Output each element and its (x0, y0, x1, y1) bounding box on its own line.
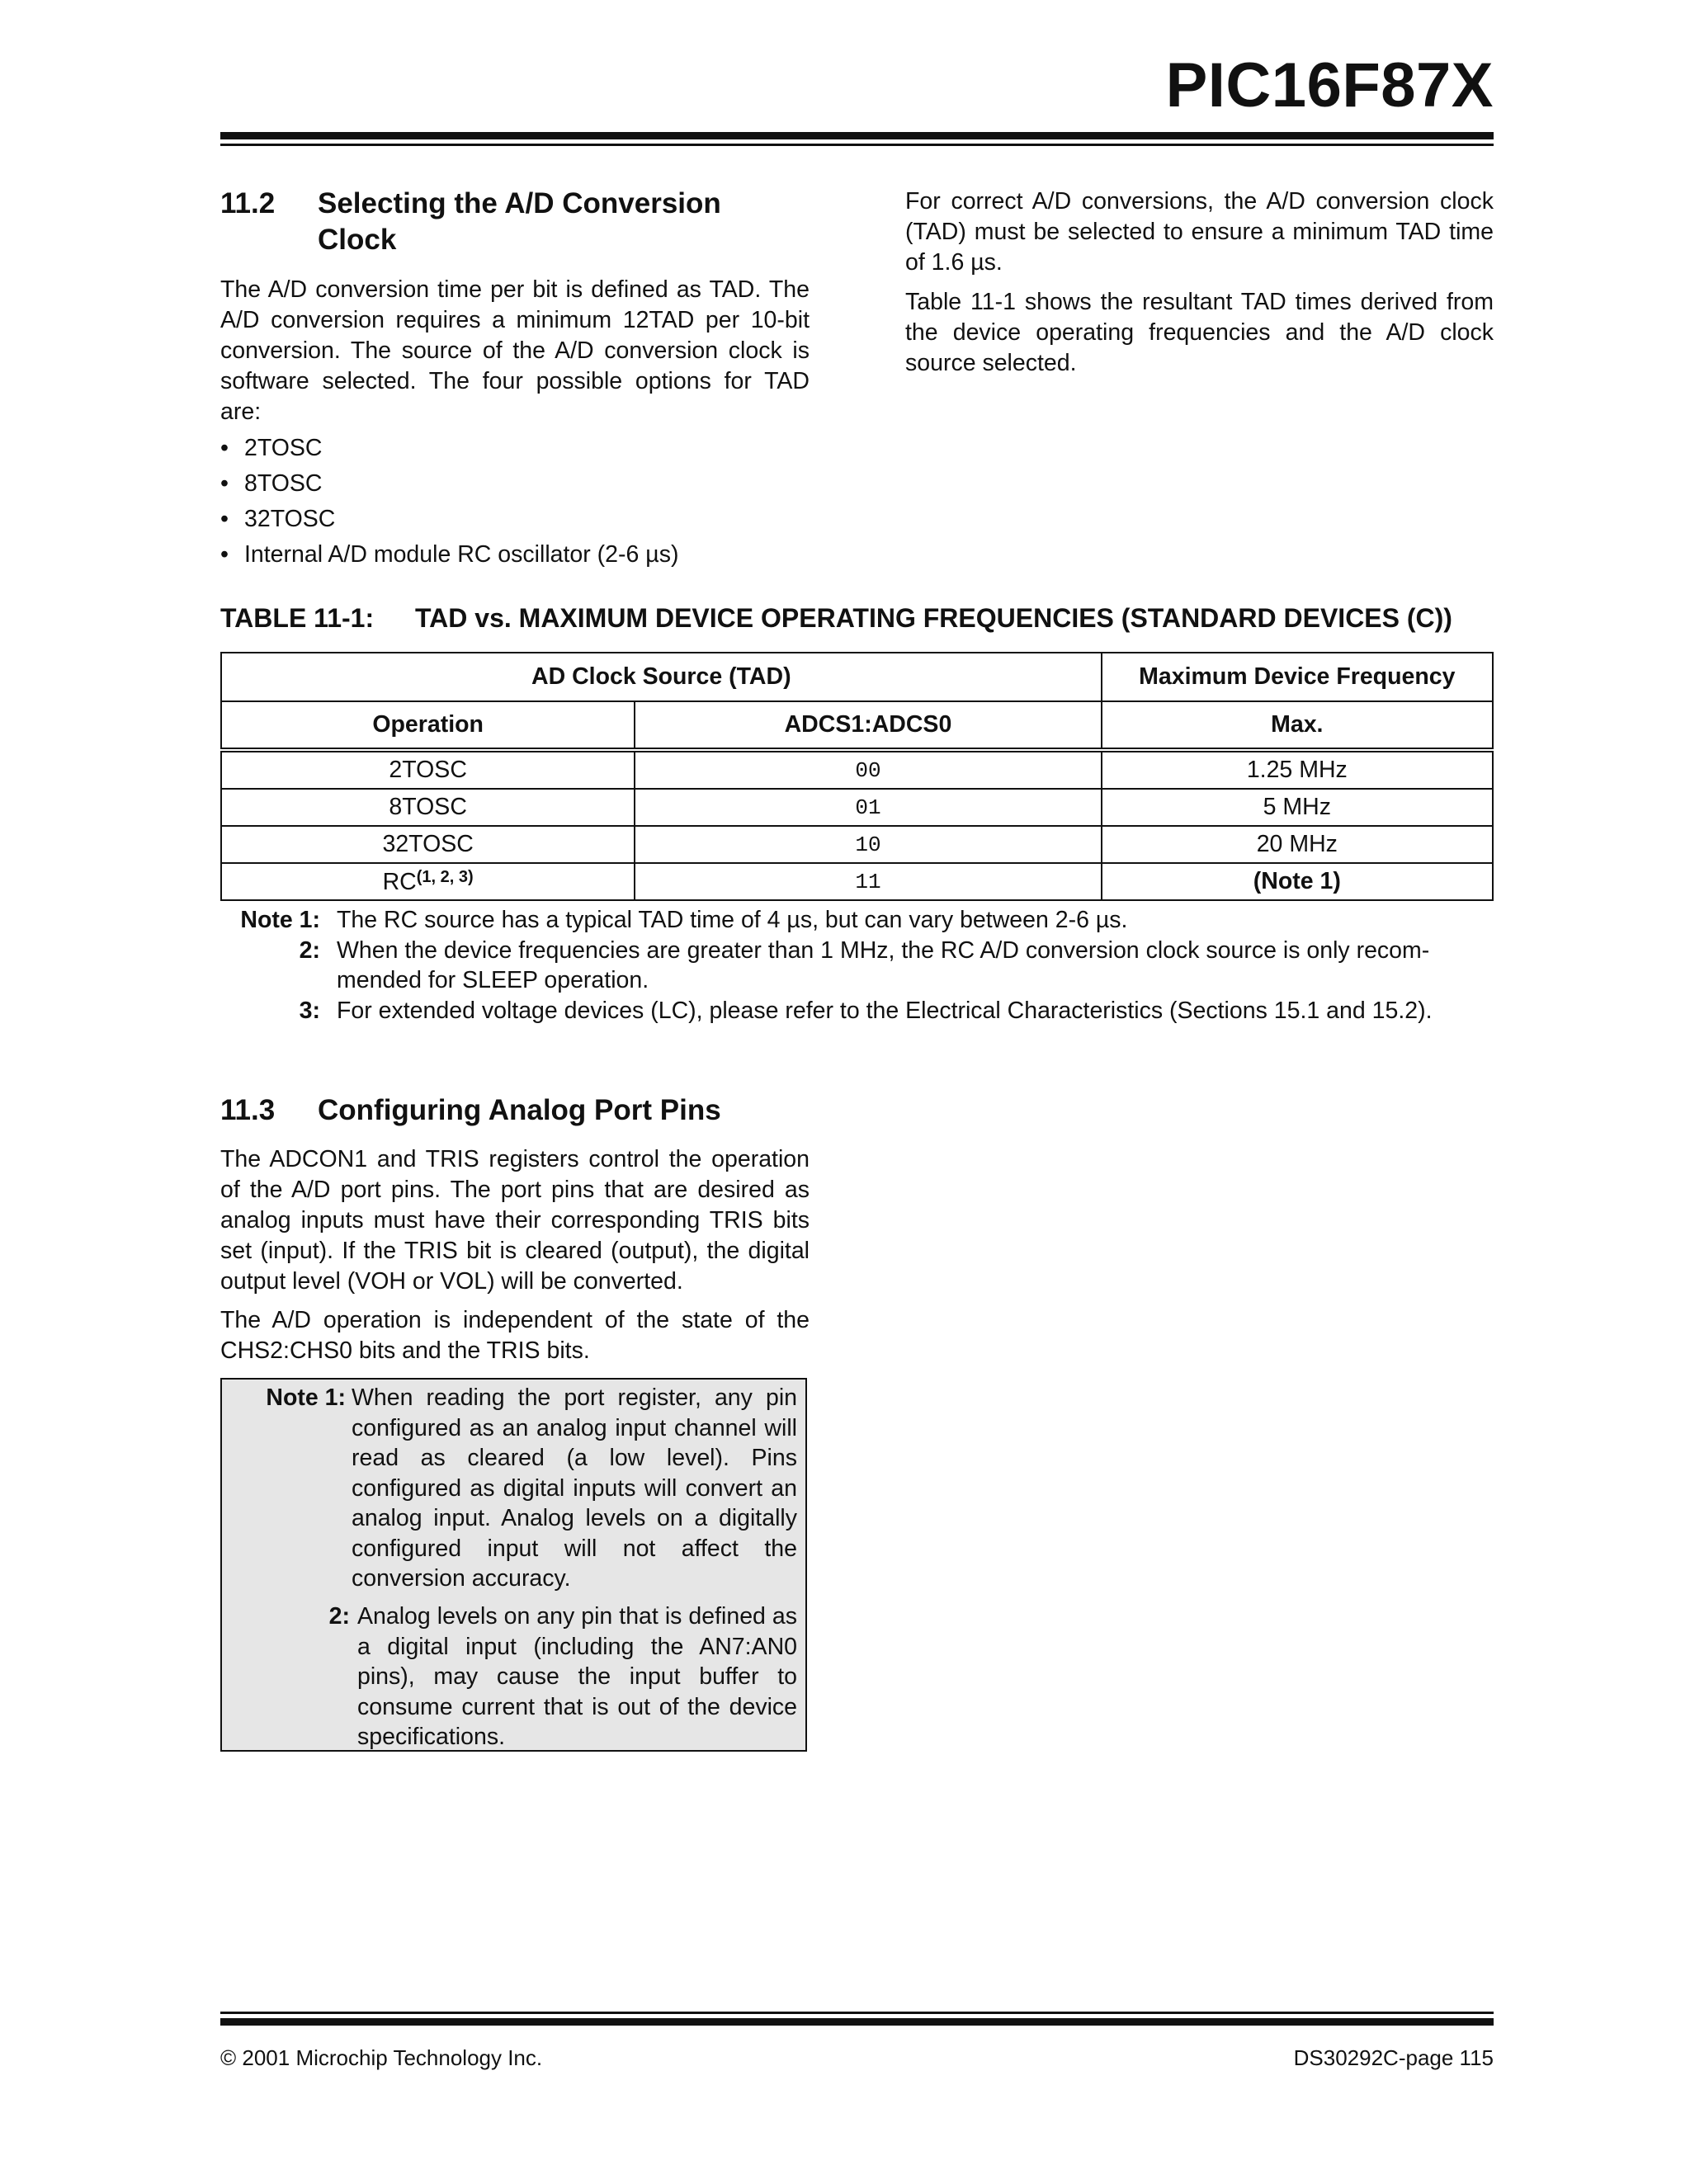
clock-option-list (220, 433, 678, 575)
footer-page-ref: DS30292C-page 115 (1293, 2045, 1494, 2070)
note-text: When reading the port register, any pin configured as an analog input channel will read as cleared (a low level). Pins configured as digital inputs will convert an analog input. Analog levels on a digitally configured input will not affect the conversion accuracy. (352, 1384, 797, 1592)
footnote-refs: (1, 2, 3) (416, 867, 474, 886)
table-group-header-row (221, 653, 1493, 701)
cell-operation: 2TOSC (221, 750, 635, 789)
cell-operation: 8TOSC (221, 789, 635, 826)
cell-operation: RC$^{(1, 2, 3)}$ (221, 863, 635, 900)
section-title-line2: Clock (318, 224, 397, 256)
note-text: When the device frequencies are greater than 1 MHz, the RC A/D conversion clock source is only recom- (337, 936, 1430, 964)
footer-rule-thin (220, 2012, 1494, 2014)
footer-copyright: © 2001 Microchip Technology Inc. (220, 2045, 543, 2070)
list-item: • 2TOSC (220, 433, 678, 469)
cell-max: 20 MHz (1102, 826, 1493, 863)
table-label: TABLE 11-1: (220, 603, 375, 633)
header-clock-source: AD Clock Source (TAD) (221, 653, 1102, 701)
section-title: Configuring Analog Port Pins (318, 1094, 721, 1126)
header-adcs: ADCS1:ADCS0 (635, 701, 1101, 750)
cell-adcs: 11 (635, 863, 1101, 900)
note-text: For extended voltage devices (LC), please refer to the Electrical Characteristics (Sections 15.1 and 15.2). (337, 997, 1433, 1024)
tad-frequency-table (220, 652, 1494, 901)
paragraph-table-reference: Table 11-1 shows the resultant TAD times derived from the device operating frequencies and the A/D clock source selected. (905, 289, 1494, 376)
cell-adcs: 01 (635, 789, 1101, 826)
table-row (221, 750, 1493, 789)
paragraph-independence: The A/D operation is independent of the state of the CHS2:CHS0 bits and the TRIS bits. (220, 1307, 810, 1364)
bullet-icon: • (220, 506, 229, 532)
note-key: 3: (299, 997, 320, 1024)
section-number: 11.2 (220, 187, 276, 219)
table-row (221, 826, 1493, 863)
cell-adcs: 10 (635, 826, 1101, 863)
note-key: Note 1: (240, 907, 320, 933)
section-number: 11.3 (220, 1094, 276, 1126)
cell-operation: 32TOSC (221, 826, 635, 863)
section-11-3-heading (220, 1092, 814, 1129)
table-notes (220, 905, 1508, 1026)
note-key: Note 1: (266, 1384, 346, 1411)
bullet-icon: • (220, 435, 229, 461)
note-key: 2: (299, 936, 320, 964)
note-text: The RC source has a typical TAD time of 4 µs, but can vary between 2-6 µs. (337, 907, 1128, 933)
bullet-icon: • (220, 470, 229, 497)
list-item: • 32TOSC (220, 504, 678, 540)
cell-adcs: 00 (635, 750, 1101, 789)
section-title (318, 186, 721, 258)
header-rule-thick (220, 132, 1494, 139)
paragraph-tad-definition: The A/D conversion time per bit is defined as TAD. The A/D conversion requires a minimum 12TAD per 10-bit conversion. The source of the A/D conversion clock is software selected. The four possible options for TAD are: (220, 276, 810, 425)
note-text: Analog levels on any pin that is defined as a digital input (including the AN7:AN0 pins), may cause the input buffer to consume current that is out of the device specifications. (357, 1603, 797, 1750)
section-11-2-heading (220, 186, 814, 260)
list-item: • 8TOSC (220, 469, 678, 504)
table-row (221, 789, 1493, 826)
list-item: • Internal A/D module RC oscillator (2-6 µs) (220, 540, 678, 575)
table-caption: TAD vs. MAXIMUM DEVICE OPERATING FREQUENCIES (STANDARD DEVICES (C)) (415, 603, 1452, 633)
table-note (220, 905, 1508, 936)
table-note (220, 996, 1508, 1026)
header-operation: Operation (221, 701, 635, 750)
paragraph-port-pins: The ADCON1 and TRIS registers control the operation of the A/D port pins. The port pins that are desired as analog inputs must have their corresponding TRIS bits set (input). If the TRIS bit is cleared (output), the digital output level (VOH or VOL) will be converted. (220, 1146, 810, 1295)
cell-max: 1.25 MHz (1102, 750, 1493, 789)
note-box (220, 1378, 807, 1752)
header-max: Max. (1102, 701, 1493, 750)
table-note (220, 936, 1508, 996)
note-key: 2: (328, 1603, 350, 1630)
table-column-header-row (221, 701, 1493, 750)
document-title: PIC16F87X (1165, 50, 1494, 120)
table-row (221, 863, 1493, 900)
cell-max: (Note 1) (1102, 863, 1493, 900)
footer-rule-thick (220, 2018, 1494, 2026)
cell-max: 5 MHz (1102, 789, 1493, 826)
note-text-continued: mended for SLEEP operation. (337, 967, 649, 993)
bullet-icon: • (220, 541, 229, 568)
paragraph-minimum-tad: For correct A/D conversions, the A/D conversion clock (TAD) must be selected to ensure a minimum TAD time of 1.6 µs. (905, 188, 1494, 276)
header-max-frequency: Maximum Device Frequency (1102, 653, 1493, 701)
header-rule-thin (220, 144, 1494, 146)
section-title-line1: Selecting the A/D Conversion (318, 187, 721, 219)
